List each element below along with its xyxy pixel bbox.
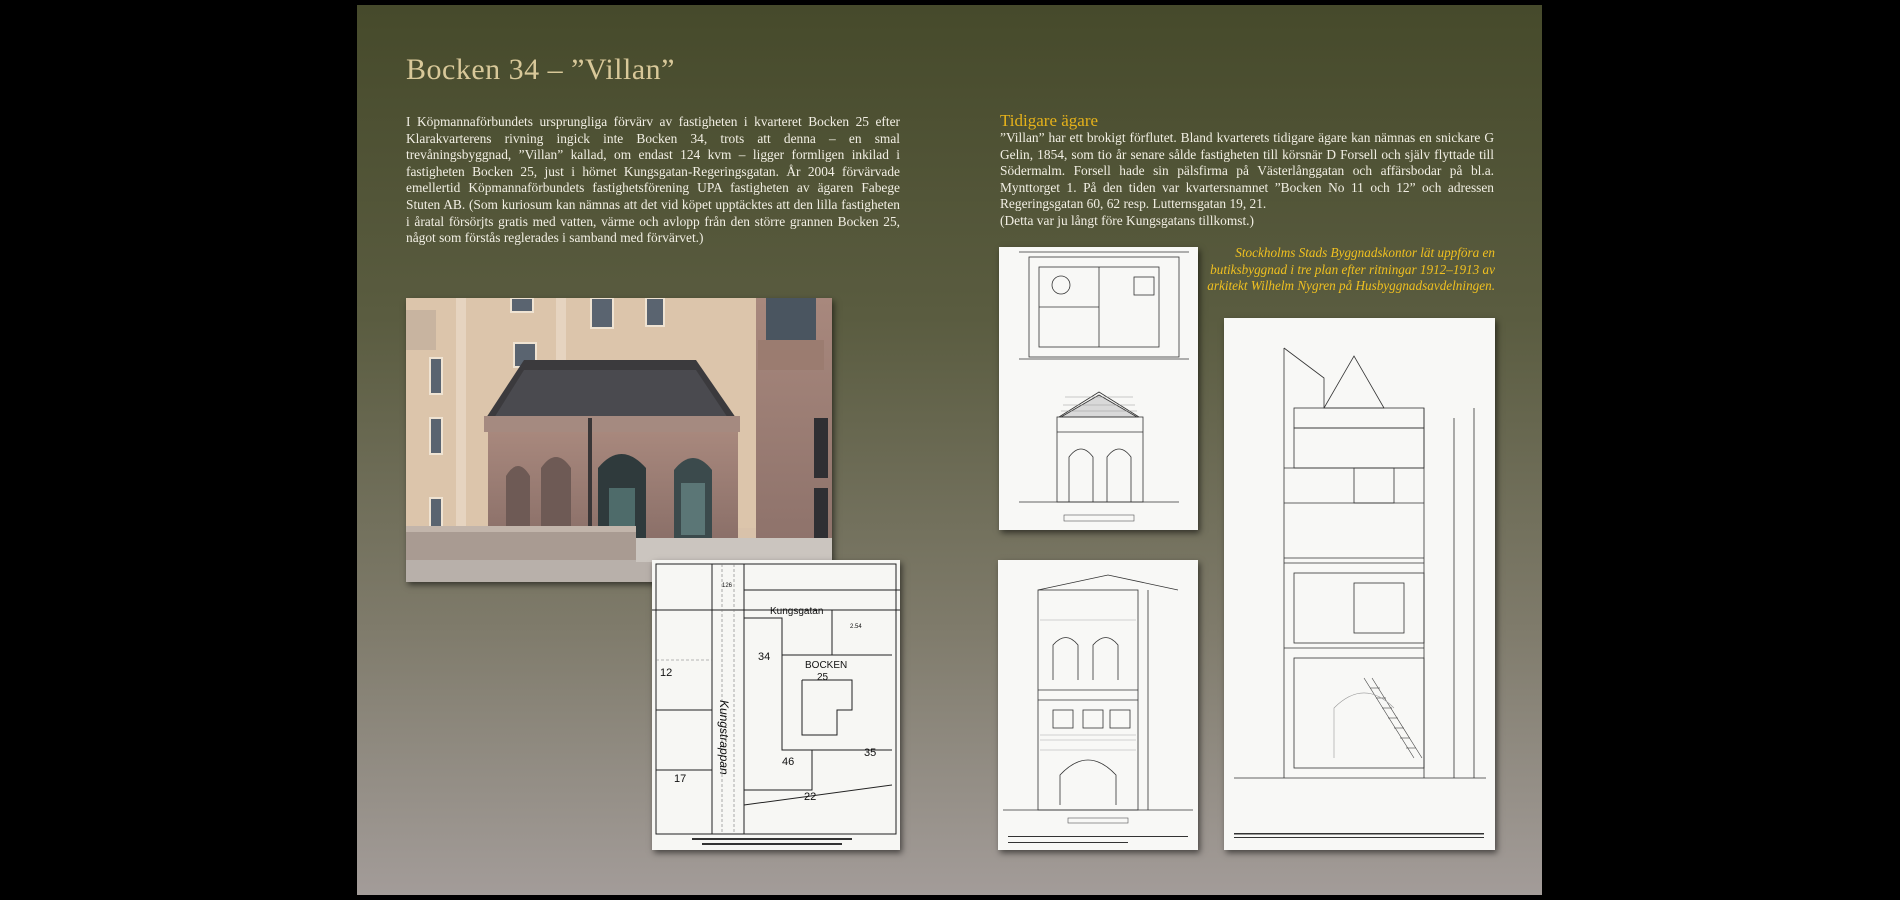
- building-photo-illustration: [406, 298, 832, 582]
- page-title: Bocken 34 – ”Villan”: [406, 53, 675, 86]
- map-label-street-top: Kungsgatan: [770, 606, 824, 617]
- map-label-measure-a: 2.54: [850, 624, 862, 630]
- map-label-lot-35: 35: [864, 747, 877, 759]
- map-label-measure-b: 126: [722, 583, 733, 589]
- map-label-lot-12: 12: [660, 667, 673, 679]
- floor-plan-illustration: [999, 247, 1198, 530]
- map-label-block: BOCKEN: [805, 660, 848, 671]
- map-label-lot-46: 46: [782, 756, 795, 768]
- cadastral-map: [652, 560, 900, 850]
- history-note: (Detta var ju långt före Kungsgatans tillkomst.): [1000, 213, 1254, 228]
- floor-plan-drawing: [999, 247, 1198, 530]
- building-photo: [406, 298, 832, 582]
- map-label-lot-22: 22: [804, 791, 817, 803]
- map-label-street-side: Kungstrappan: [717, 700, 731, 775]
- front-elevation-drawing: [998, 560, 1198, 850]
- intro-paragraph: I Köpmannaförbundets ursprungliga förvärv av fastigheten i kvarteret Bocken 25 efter Klarakvarterens rivning ingick inte Bocken 34, trots att denna – en smal trevåningsbyggnad, ”Villan” kallad, om endast 124 kvm – ligger formligen inkilad i fastigheten Bocken 25, just i hörnet Kungsgatan-Regeringsgatan. År 2004 förvärvade emellertid Köpmannaförbundets fastighetsförening UPA fastigheten av ägaren Fabege Stuten AB. (Som kuriosum kan nämnas att det vid köpet upptäcktes att den lilla fastigheten i åratal försörjts gratis med vatten, värme och avlopp från den större grannen Bocken 25, något som förstås reglerades i samband med förvärvet.): [406, 114, 900, 246]
- map-label-lot-25: 25: [817, 672, 829, 683]
- front-elevation-illustration: [998, 560, 1198, 850]
- map-label-lot-17: 17: [674, 773, 687, 785]
- section-illustration: [1224, 318, 1495, 850]
- magazine-spread: [357, 5, 1542, 895]
- history-heading: Tidigare ägare: [1000, 111, 1099, 130]
- section-drawing: [1224, 318, 1495, 850]
- map-label-lot-34: 34: [758, 651, 771, 663]
- cadastral-map-drawing: [652, 560, 900, 850]
- drawings-caption: Stockholms Stads Byggnadskontor lät uppföra en butiksbyggnad i tre plan efter ritningar 1912–1913 av arkitekt Wilhelm Nygren på Husbyggnadsavdelningen.: [1207, 245, 1495, 294]
- history-paragraph: ”Villan” har ett brokigt förflutet. Bland kvarterets tidigare ägare kan nämnas en snickare G Gelin, 1854, som tio år senare sålde fastigheten till körsnär D Forsell och själv flyttade till Södermalm. Forsell hade sin pälsfirma på Västerlånggatan och affärsbodar på bl.a. Mynttorget 1. På den tiden var kvartersnamnet ”Bocken No 11 och 12” och adressen Regeringsgatan 60, 62 resp. Lutternsgatan 19, 21.: [1000, 130, 1494, 212]
